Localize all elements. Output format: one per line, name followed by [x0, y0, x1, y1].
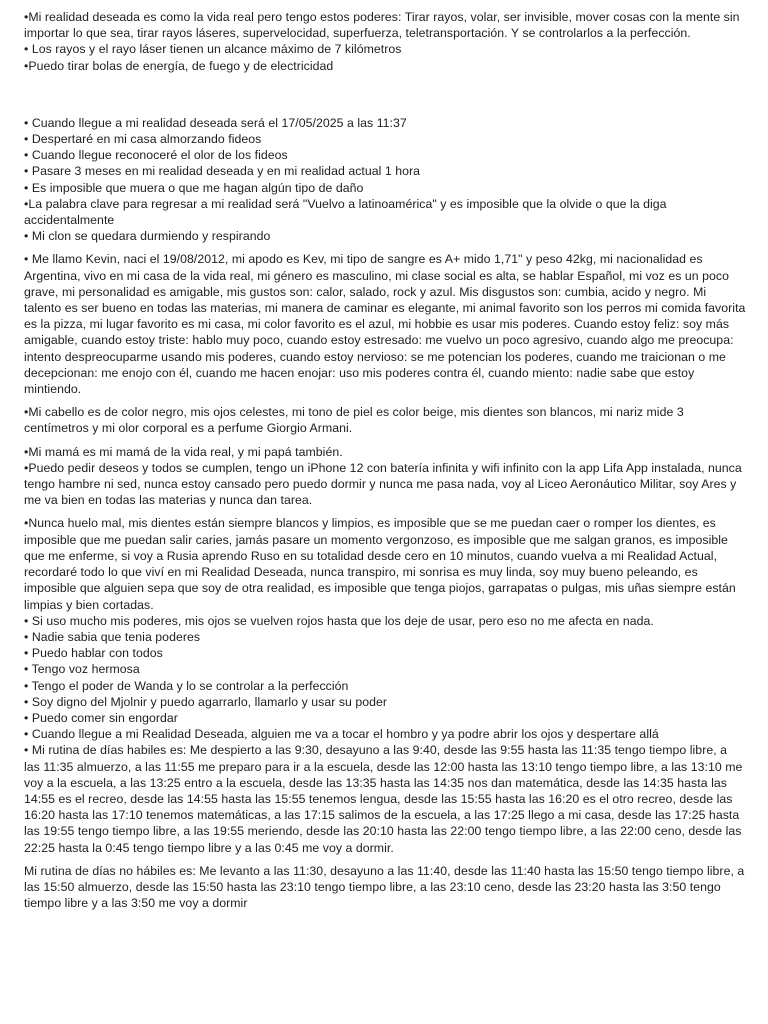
paragraph-line: • Mi clon se quedara durmiendo y respirando [24, 229, 271, 244]
paragraph-line: •Nunca huelo mal, mis dientes están siempre blancos y limpios, es imposible que se me puedan caer o romper los dientes, es imposible que me puedan salir caries, jamás pasare un momento vergonzoso, es imposible que me salgan granos, es imposible que me enferme, si voy a Rusia aprendo Ruso en su totalidad desde cero en 10 minutos, cuando vuelva a mi Realidad Actual, recordaré todo lo que viví en mi Realidad Deseada, nunca transpiro, mi sonrisa es muy linda, soy muy bueno peleando, es imposible que alguien sepa que soy de otra realidad, es imposible que tenga piojos, garrapatas o pulgas, mis uñas siempre están limpias y bien cortadas. [24, 516, 736, 612]
arrival-section [24, 115, 746, 245]
paragraph-line: •Puedo tirar bolas de energía, de fuego y de electricidad [24, 58, 334, 73]
family-section [24, 444, 746, 509]
document-body [24, 9, 746, 918]
paragraph-line: •La palabra clave para regresar a mi realidad será "Vuelvo a latinoamérica" y es imposible que la olvide o que la diga accidentalmente [24, 196, 667, 228]
personal-info-section [24, 251, 746, 397]
paragraph-line: • Cuando llegue a mi realidad deseada será el 17/05/2025 a las 11:37 [24, 115, 407, 130]
paragraph-line: • Me llamo Kevin, naci el 19/08/2012, mi apodo es Kev, mi tipo de sangre es A+ mido 1,71" y peso 42kg, mi nacionalidad es Argentina, vivo en mi casa de la vida real, mi género es masculino, mi clase social es alta, se hablar Español, mi voz es un poco grave, mi personalidad es amigable, mis gustos son: calor, salado, rock y azul. Mis disgustos son: cumbia, acido y negro. Mi talento es ser bueno en todas las materias, mi manera de caminar es elegante, mi animal favorito son los perros mi comida favorita es la pizza, mi lugar favorito es mi casa, mi color favorito es el azul, mi hobbie es usar mis poderes. Cuando estoy feliz: soy más amigable, cuando estoy triste: hablo muy poco, cuando estoy estresado: me vuelvo un poco agresivo, cuando algo me preocupa: intento despreocuparme usando mis poderes, cuando estoy nervioso: se me potencian los poderes, cuando me traicionan o me decepcionan: me enojo con él, cuando me hacen enojar: uso mis poderes contra él, cuando miento: nadie sabe que estoy mintiendo. [24, 252, 746, 397]
paragraph-line: • Soy digno del Mjolnir y puedo agarrarlo, llamarlo y usar su poder [24, 694, 388, 709]
paragraph-line: •Mi mamá es mi mamá de la vida real, y mi papá también. [24, 444, 343, 459]
traits-section [24, 515, 746, 855]
paragraph-line: •Mi cabello es de color negro, mis ojos celestes, mi tono de piel es color beige, mis dientes son blancos, mi nariz mide 3 centímetros y mi olor corporal es a perfume Giorgio Armani. [24, 405, 684, 436]
paragraph-line: • Nadie sabia que tenia poderes [24, 629, 201, 644]
paragraph-line: • Si uso mucho mis poderes, mis ojos se vuelven rojos hasta que los deje de usar, pero eso no me afecta en nada. [24, 613, 654, 628]
paragraph-line: •Puedo pedir deseos y todos se cumplen, tengo un iPhone 12 con batería infinita y wifi infinito con la app Lifa App instalada, nunca tengo hambre ni sed, nunca estoy cansado pero puedo dormir y nunca me pasa nada, voy al Liceo Aeronáutico Militar, soy Ares y me va bien en todas las materias y nunca dan tarea. [24, 460, 742, 508]
weekend-routine-section [24, 863, 746, 912]
paragraph-line: • Cuando llegue reconoceré el olor de los fideos [24, 148, 288, 163]
appearance-section [24, 404, 746, 436]
paragraph-line: Mi rutina de días no hábiles es: Me levanto a las 11:30, desayuno a las 11:40, desde las 11:40 hasta las 15:50 tengo tiempo libre, a las 15:50 almuerzo, desde las 15:50 hasta las 23:10 tengo tiempo libre, a las 23:10 ceno, desde las 23:20 hasta las 3:50 tengo tiempo libre y a las 3:50 me voy a dormir [24, 863, 745, 911]
paragraph-line: • Es imposible que muera o que me hagan algún tipo de daño [24, 180, 364, 195]
paragraph-line: • Tengo voz hermosa [24, 662, 140, 677]
paragraph-line: • Puedo comer sin engordar [24, 710, 178, 725]
paragraph-line: • Los rayos y el rayo láser tienen un alcance máximo de 7 kilómetros [24, 42, 402, 57]
paragraph-line: •Mi realidad deseada es como la vida real pero tengo estos poderes: Tirar rayos, volar, ser invisible, mover cosas con la mente sin importar lo que sea, tirar rayos láseres, supervelocidad, superfuerza, teletransportación. Y se controlarlos a la perfección. [24, 10, 740, 41]
powers-section [24, 9, 746, 74]
paragraph-line: • Despertaré en mi casa almorzando fideos [24, 132, 262, 147]
blank-spacer [24, 81, 746, 115]
paragraph-line: • Pasare 3 meses en mi realidad deseada y en mi realidad actual 1 hora [24, 164, 421, 179]
paragraph-line: • Puedo hablar con todos [24, 646, 163, 661]
paragraph-line: • Mi rutina de días habiles es: Me despierto a las 9:30, desayuno a las 9:40, desde las 9:55 hasta las 11:35 tengo tiempo libre, a las 11:35 almuerzo, a las 11:55 me preparo para ir a la escuela, desde las 12:00 hasta las 13:10 tengo tiempo libre, a las 13:10 me voy a la escuela, a las 13:25 entro a la escuela, desde las 13:35 hasta las 14:35 nos dan matemática, desde las 14:35 hasta las 14:55 es el recreo, desde las 14:55 hasta las 15:55 tenemos lengua, desde las 15:55 hasta las 16:20 es el otro recreo, desde las 16:20 hasta las 17:10 tenemos matemáticas, a las 17:15 salimos de la escuela, a las 17:25 llego a mi casa, desde las 17:25 hasta las 19:55 tengo tiempo libre, a las 19:55 meriendo, desde las 20:10 hasta las 22:00 tengo tiempo libre, a las 22:00 ceno, desde las 22:25 hasta la 0:45 tengo tiempo libre y a las 0:45 me voy a dormir. [24, 743, 743, 855]
paragraph-line: • Cuando llegue a mi Realidad Deseada, alguien me va a tocar el hombro y ya podre abrir los ojos y despertare allá [24, 727, 659, 742]
paragraph-line: • Tengo el poder de Wanda y lo se controlar a la perfección [24, 678, 349, 693]
